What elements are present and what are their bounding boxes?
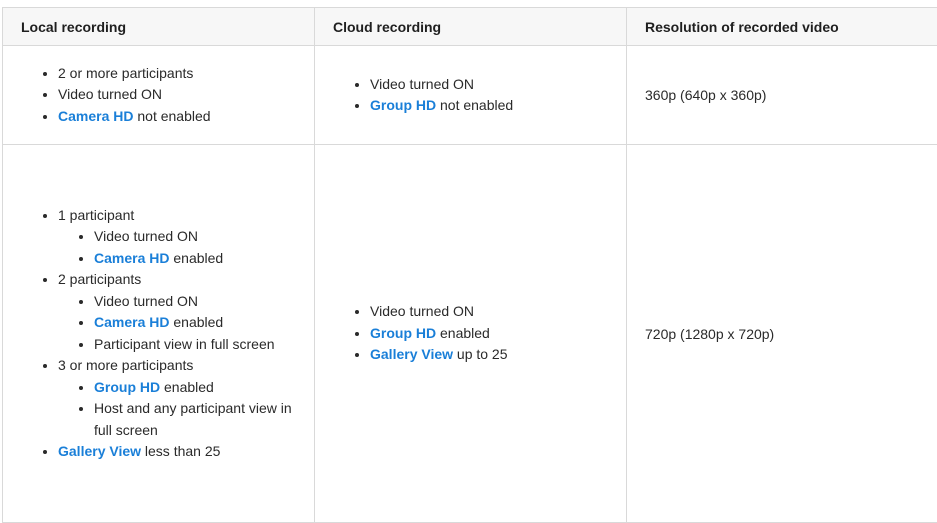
row2-cloud-list — [333, 301, 616, 366]
list-item — [370, 344, 616, 366]
list-item — [58, 441, 304, 463]
row1-local-cell — [3, 46, 315, 145]
row2-local-cell — [3, 145, 315, 523]
list-item-text: Video turned ON — [94, 292, 199, 309]
header-resolution: Resolution of recorded video — [627, 8, 937, 46]
list-item-text: enabled — [169, 314, 224, 330]
recording-resolution-table — [2, 7, 937, 523]
group-hd-link[interactable]: Group HD — [94, 378, 161, 395]
list-item-text: Video turned ON — [370, 75, 475, 92]
row1-local-list — [21, 63, 304, 128]
list-item-text: up to 25 — [453, 346, 508, 363]
list-item-text: Video turned ON — [94, 228, 199, 244]
list-item-text: enabled — [169, 249, 224, 266]
list-item — [94, 334, 304, 356]
camera-hd-link[interactable]: Camera HD — [94, 249, 170, 266]
list-item — [58, 63, 304, 85]
list-item-text: enabled — [436, 324, 490, 341]
row1-cloud-cell — [315, 46, 627, 145]
list-item-text: Video turned ON — [370, 303, 475, 320]
table-row — [3, 145, 937, 523]
group-hd-link[interactable]: Group HD — [370, 324, 437, 341]
table-row — [3, 46, 937, 145]
list-item — [94, 398, 304, 441]
list-item-text: 2 or more participants — [58, 64, 194, 81]
list-item-text: Participant view in full screen — [94, 335, 275, 352]
list-item — [94, 291, 304, 313]
list-item — [370, 301, 616, 323]
header-row — [3, 8, 937, 46]
list-item-text: Video turned ON — [58, 86, 163, 103]
group-hd-link[interactable]: Group HD — [370, 97, 437, 113]
list-item — [370, 323, 616, 345]
row1-resolution-cell: 360p (640p x 360p) — [627, 46, 937, 145]
list-item — [94, 226, 304, 248]
list-item-text: 1 participant — [58, 206, 135, 223]
list-item-text: 2 participants — [58, 271, 142, 287]
nested-list — [58, 226, 304, 269]
list-item — [58, 106, 304, 128]
list-item — [370, 95, 616, 117]
gallery-view-link[interactable]: Gallery View — [370, 346, 454, 363]
list-item-text: not enabled — [436, 97, 514, 113]
nested-list — [58, 291, 304, 356]
list-item — [58, 84, 304, 106]
list-item — [58, 205, 304, 270]
list-item-text: less than 25 — [141, 443, 221, 459]
row2-local-list — [21, 205, 304, 463]
list-item — [370, 74, 616, 96]
list-item-text: Host and any participant view in full screen — [94, 400, 292, 438]
row2-cloud-cell — [315, 145, 627, 523]
list-item — [58, 269, 304, 355]
camera-hd-link[interactable]: Camera HD — [94, 314, 170, 330]
nested-list — [58, 377, 304, 442]
row1-cloud-list — [333, 74, 616, 117]
list-item — [94, 248, 304, 270]
list-item-text: 3 or more participants — [58, 357, 194, 373]
row2-resolution-cell: 720p (1280p x 720p) — [627, 145, 937, 523]
camera-hd-link[interactable]: Camera HD — [58, 107, 134, 124]
list-item-text: enabled — [160, 378, 214, 395]
header-cloud-recording: Cloud recording — [315, 8, 627, 46]
gallery-view-link[interactable]: Gallery View — [58, 443, 142, 459]
list-item — [94, 312, 304, 334]
list-item — [94, 377, 304, 399]
list-item — [58, 355, 304, 441]
list-item-text: not enabled — [133, 107, 211, 124]
header-local-recording: Local recording — [3, 8, 315, 46]
